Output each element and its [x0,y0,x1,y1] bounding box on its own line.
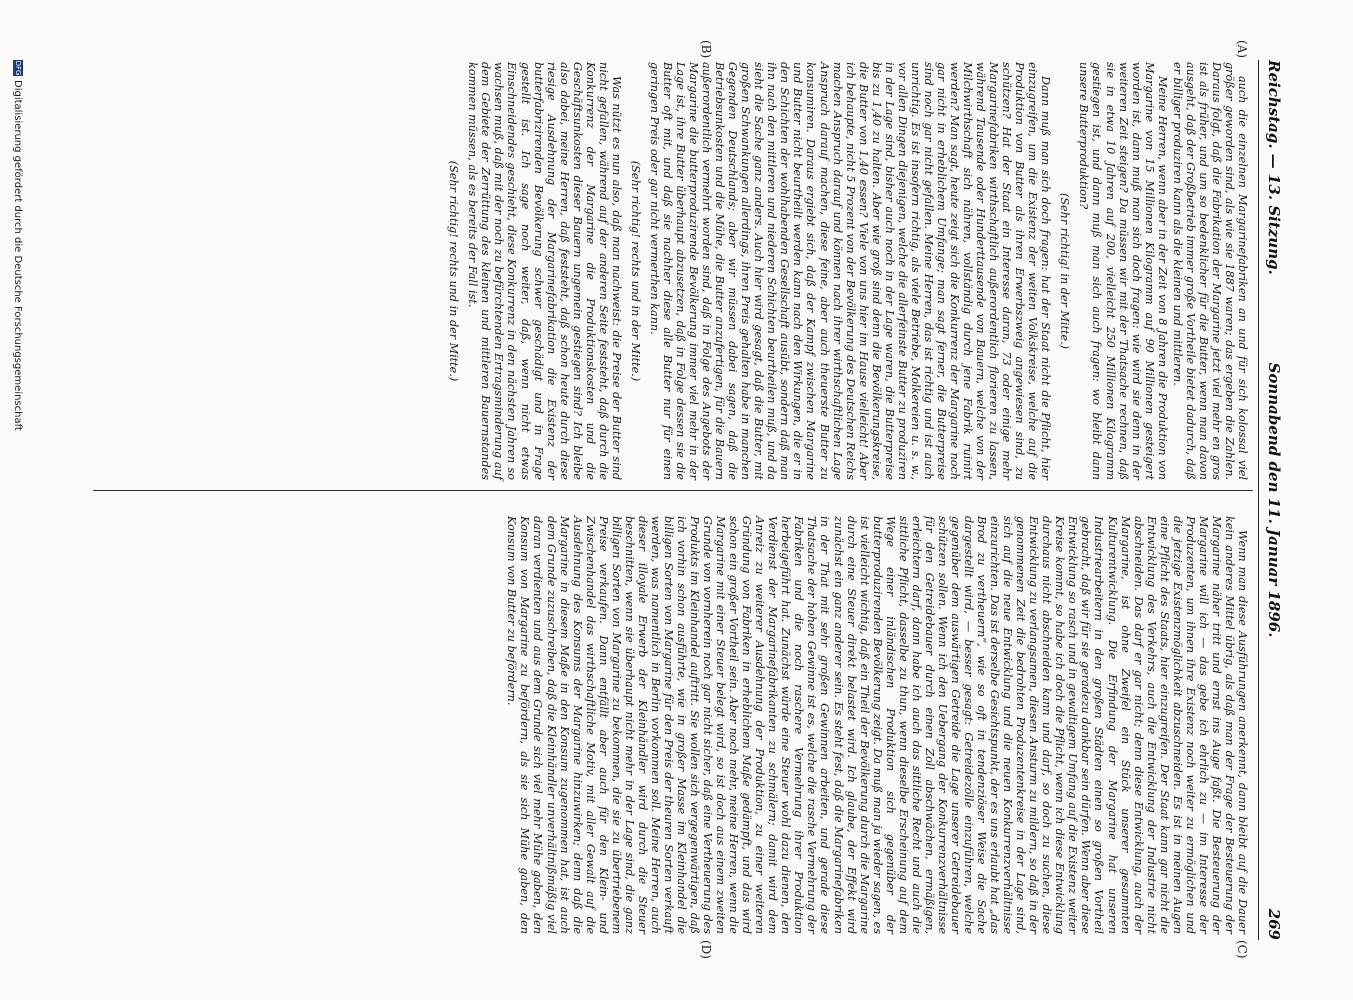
left-column [441,62,1249,480]
paragraph: Dann muß man sich doch fragen: hat der Staat nicht die Pflicht, hier einzugreifen, um die Existenz der weiten Volkskreise, welche auf die Produktion von Butter als ihren Erwerbszweig angewiesen sind, zu schützen? Hat der Staat ein Interesse daran, 73 oder einige mehr Margarinefabriken wirthschaftlich außerordentlich florieren zu lassen, während Tausende oder Hunderttausende von Bauern, welche von der Milchwirthschaft sich nähren, vollständig durch jene Fabrik ruinirt werden? Man sagt, heute zeigt sich die Konkurrenz der Margarine noch gar nicht in erheblichem Umfange; man sagt ferner, die Butterpreise sind noch gar nicht gefallen. Meine Herren, das ist richtig und ist auch unrichtig. Es ist insofern richtig, als viele Betriebe, Molkereien u. s. w., vor allen Dingen diejenigen, welche die allerfeinste Butter zu produziren in der Lage sind, bisher auch noch in der Lage waren, die Butterpreise bis zu 1,40 zu halten. Aber wie groß sind denn die Bevölkerungskreise, die Butter von 1,40 essen? Viele von uns hier im Hause vielleicht! Aber ich behaupte, nicht 5 Prozent von der Bevölkerung des Deutschen Reichs machen Anspruch darauf und können nach ihrer wirthschaftlichen Lage Anspruch darauf machen, diese feine, aber auch theuerste Butter zu konsumiren. Daraus ergiebt sich, daß der Kampf zwischen Margarine und Butter nicht beurtheilt werden kann nach den Wirkungen, die er in den Schichten der wohlhabenden Gesellschaft ausübt, sondern daß man ihn nach den mittleren und niederen Schichten beurtheilen muß, und da sieht die Sache ganz anders. Auch hier wird gesagt, daß die Butter, mit großen Schwankungen allerdings, ihren Preis gehalten habe in manchen Gegenden Deutschlands; aber wir müssen dabei sagen, daß die Betriebsunkosten und die Mühe, die Butter anzufertigen, für die Bauern außerordentlich vermehrt worden sind, daß in Folge des Angebots der Margarine die butterproduzirende Bevölkerung immer viel mehr in der Lage ist, ihre Butter überhaupt abzusetzen, daß in Folge dessen sie die Butter oft mit, und daß sie nachher diese alle Butter nur für einen geringen Preis oder gar nicht vermerthen kann. [647,62,1053,480]
right-column [503,516,1249,934]
page-header [1261,60,1283,940]
column-divider [93,490,1253,491]
digitization-credit [12,60,23,431]
margin-mark-d: (D) [699,940,713,959]
header-date: Sonnabend den 11. Januar 1896. [1265,362,1283,638]
header-left: Reichstag. — 13. Sitzung. [1265,60,1283,275]
paragraph: Meine Herren, wenn aber in der Zeit von 8 Jahren die Produktion von Margarine von 15 Millionen Kilogramm auf 90 Millionen gesteigert worden ist, dann muß man sich doch fragen: wie wird sie denn in der weiteren Zeit steigen? Da müssen wir mit der Thatsache rechnen, daß sie in etwa 10 Jahren auf 200, vielleicht 250 Millionen Kilogramm gestiegen ist, und dann muß man sich auch fragen: wo bleibt dann unsere Butterproduktion? [1077,62,1169,480]
paragraph: Was nützt es nun also, daß man nachweist: die Preise der Butter sind nicht gefallen, während auf der anderen Seite feststeht, daß durch die Konkurrenz der Margarine die Produktionskosten und die Geschäftsunkosten dieser Bauern ungemein gestiegen sind? Ich bleibe also dabei, meine Herren, daß feststeht, daß schon heute durch diese riesige Ausdehnung der Margarinefabrikation die Existenz der butterfabrizirenden Bevölkerung schwer geschädigt und in Frage gestellt ist. Ich sage noch weiter, daß, wenn nicht etwas Einschneidendes geschieht, diese Konkurrenz in den nächsten Jahren so wachsen muß, daß mit der noch zu befürchtenden Ertragsminderung auf dem Gebiete der Zerrüttung des kleinen und mittleren Bauernstandes kommen müssen, als es bereits der Fall ist. [466,62,623,480]
interjection: (Sehr richtig! in der Mitte.) [1058,192,1072,350]
page-number: 269 [1265,908,1283,940]
paragraph: Wenn man diese Ausführungen anerkennt, dann bleibt auf die Dauer kein anderes Mittel übrig, als daß man der Frage der Besteuerung der Margarine näher tritt und ernst ins Auge faßt. Die Besteuerung der Margarine will ich — das gebe ich ehrlich zu — im Interesse der Produzenten, um ihnen ihre Existenz noch weiter zu ermöglichen und die jetzige Existenzmöglichkeit abzuschneiden. Es ist in meinen Augen eine Pflicht des Staats, hier einzugreifen. Der Staat kann gar nicht die Entwicklung des Verkehrs, auch die Entwicklung der Industrie nicht abschneiden. Das darf er gar nicht; denn diese Entwicklung, auch der Margarine, ist ohne Zweifel ein Stück unserer gesammten Kulturentwicklung. Die Erfindung der Margarine hat unseren Industriearbeitern in den großen Städten einen so großen Vortheil gebracht, daß wir für sie geradezu dankbar sein dürfen. Wenn aber diese Entwicklung so rasch und in gewaltigem Umfang auf die Existenz weiter Kreise kommt, so habe ich doch die Pflicht, wenn ich diese Entwicklung durchaus nicht abschneiden kann und darf, so doch zu suchen, diese Entwicklung zu verlangsamen, diesen Ansturm zu mildern, so daß in der genommenen Zeit die bedrohten Produzentenkreise in der Lage sind, sich auf die neue Entwicklung und die neuen Konkurrenzverhältnisse einzurichten. Das ist derselbe Gesichtspunkt, der es uns erlaubt hat „das Brod zu vertheuern“, wie so oft in tendenziöser Weise die Sache dargestellt wird, — besser gesagt: Getreidezölle einzuführen, welche gegenüber dem auswärtigen Getreide die Lage unserer Getreidebauer schützen sollen. Wenn ich den Uebergang der Konkurrenzverhältnisse für den Getreidebauer durch einen Zoll abschwächen, ermäßigen, erleichtern darf, dann habe ich auch das sittliche Recht und auch die sittliche Pflicht, dasselbe zu thun, wenn dieselbe Erscheinung auf dem Wege einer inländischen Produktion sich gegenüber der butterproduzirenden Bevölkerung zeigt. Da muß man ja wieder sagen, es ist vielleicht wichtig, daß ein Theil der Bevölkerung durch die Margarine durch eine Steuer direkt belastet wird. Ich glaube, der Effekt wird zunächst ein ganz anderer sein. Es steht fest, daß die Margarinefabriken in der That mit sehr großen Gewinnen arbeiten, und gerade diese Thatsache der hohen Gewinne ist es, welche die rasche Vermehrung der Fabriken und die noch raschere Vermehrung ihrer Produktion herbeigeführt hat. Zunächst würde eine Steuer wohl dazu dienen, den Verdienst der Margarinefabrikanten zu schmälern; damit wird dem Anreiz zu weiterer Ausdehnung der Produktion, zu einer weiteren Gründung von Fabriken in erheblichem Maße gedämpft, und das wird schon ein großer Vortheil sein. Aber noch mehr, meine Herren, wenn die Margarine mit einer Steuer belegt wird, so ist doch aus einem zweiten Grunde von vornherein noch gar nicht sicher, daß eine Vertheuerung des Produkts im Kleinhandel auftritt. Sie wollen sich vergegenwärtigen, daß ich vorhin schon ausführte, wie in großer Masse im Kleinhandel die billigen Sorten von Margarine für den Preis der theuren Sorten verkauft werden, was namentlich in Berlin vorkommen soll. Meine Herren, auch dieser illoyale Erwerb der Kleinhändler wird durch die Steuer beschnitten, wenn sie überhaupt nicht mehr in der Lage sind, die ganz billigen Sorten von Margarine zu bekommen, die sie zu übertriebenem Preise verkaufen. Dann entfällt aber auch für den Klein- und Zwischenhandel das wirthschaftliche Motiv, mit aller Gewalt auf die Ausdehnung des Konsums der Margarine hinzuwirken; denn daß die Margarine in diesem Maße in den Konsum zugenommen hat, ist auch dem Grunde zuzuschreiben, daß die Kleinhändler unverhältnißmäßig viel daran verdienten und aus dem Grunde sich viel mehr Mühe gaben, den Konsum von Margarine zu befördern, als sie sich Mühe gaben, den Konsum von Butter zu befördern. [505,516,1249,934]
paragraph: auch die einzelnen Margarinefabriken an und für sich kolossal viel größer geworden sind, als wie sie 1887 waren; das ergeben die Zahlen. Daraus folgt, daß die Fabrikation der Margarine jetzt viel mehr en gros ist als früher, und um so bedenklicher für die Butter, wenn man davon ausgeht, daß der Großbetrieb immer große Vortheile bietet dadurch, daß er billiger produziren kann als die kleinen und mittleren. [1170,62,1249,480]
margin-mark-b: (B) [699,40,713,59]
dfg-logo-icon: DFG [14,60,22,76]
margin-mark-a: (A) [1235,40,1249,59]
interjection: (Sehr richtig! rechts und in der Mitte.) [447,160,461,382]
interjection: (Sehr richtig! rechts und in der Mitte.) [628,160,642,382]
credit-text: Digitalisierung gefördert durch die Deutsche Forschungsgemeinschaft [12,80,23,431]
margin-mark-c: (C) [1235,940,1249,959]
header-rule [1258,60,1259,940]
